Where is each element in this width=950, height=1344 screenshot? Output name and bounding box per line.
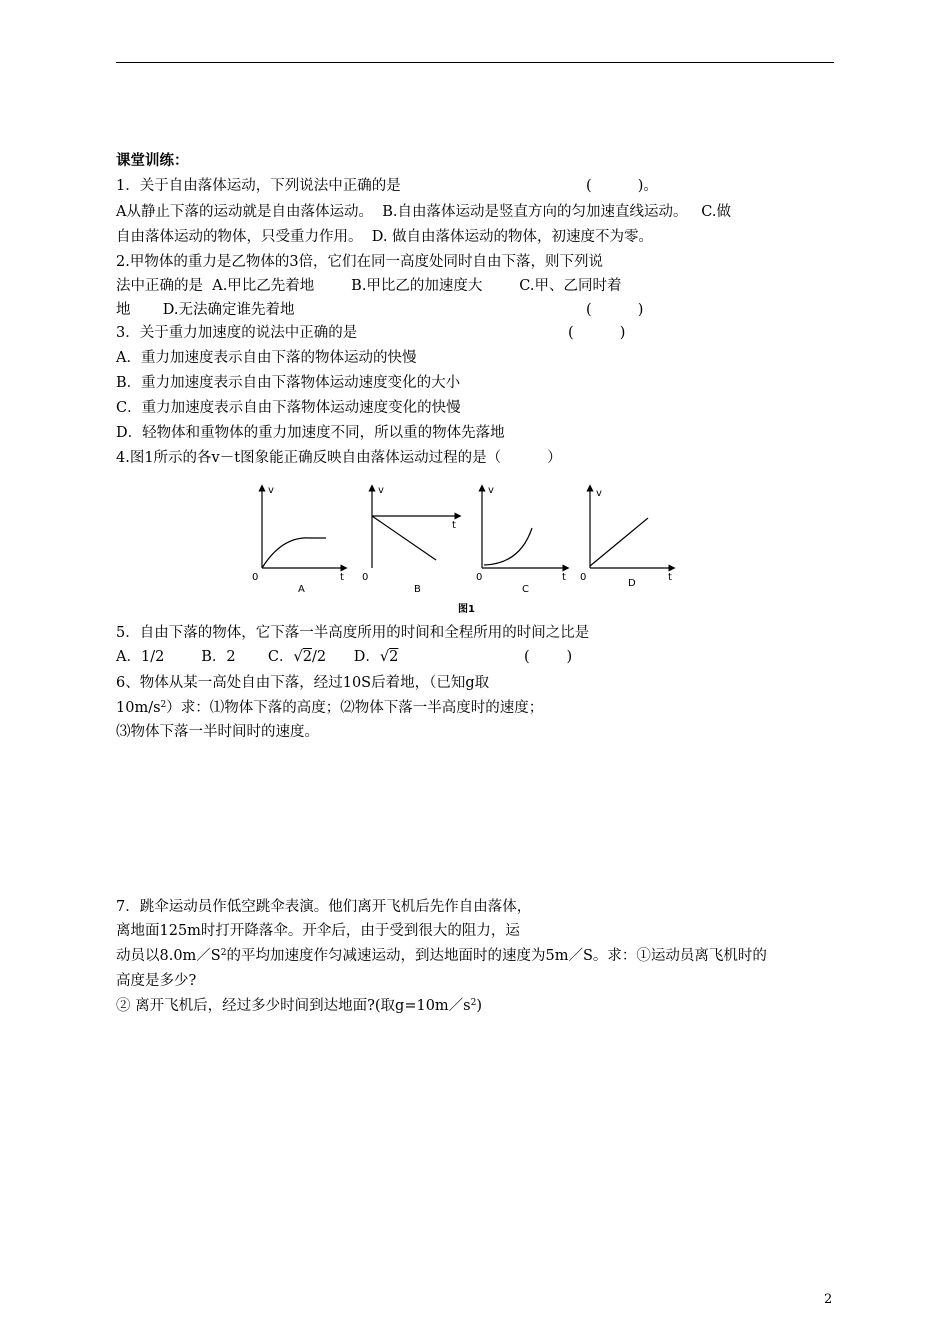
graph-c-t-label: t [562, 572, 566, 583]
vt-graph-b [372, 488, 458, 568]
q3-option-d: D．轻物体和重物体的重力加速度不同，所以重的物体先落地 [116, 425, 505, 441]
q2-line2: 法中正确的是 A.甲比乙先着地 B.甲比乙的加速度大 C.甲、乙同时着 [116, 278, 622, 294]
header-rule [116, 62, 834, 63]
q1-options-line1: A从静止下落的运动就是自由落体运动。 B.自由落体运动是竖直方向的匀加速直线运动。 C.做 [116, 204, 731, 220]
sqrt-icon: √ [293, 649, 303, 665]
q7-line4: 高度是多少? [116, 973, 197, 989]
q5-option-c-suffix: /2 [311, 649, 327, 665]
q7-line1: 7．跳伞运动员作低空跳伞表演。他们离开飞机后先作自由落体， [116, 899, 532, 915]
q2-answer-paren: ( ) [586, 302, 644, 318]
q2-line3: 地 D.无法确定谁先着地 [116, 302, 295, 318]
graph-d-t-label: t [668, 572, 672, 583]
q7-line5-sup: 2 [470, 998, 477, 1008]
q7-line3-sup: 2 [220, 948, 227, 958]
graph-b-panel-label: B [414, 584, 421, 595]
q1-answer-paren: ( )。 [586, 178, 658, 194]
q3-answer-paren: ( ) [568, 325, 626, 341]
q7-line3-post: 的平均加速度作匀减速运动，到达地面时的速度为5m／S。求：①运动员离飞机时的 [226, 948, 767, 964]
q6-line2-pre: 10m/s [116, 700, 161, 716]
q4-stem: 4.图1所示的各v－t图象能正确反映自由落体运动过程的是（ ） [116, 450, 562, 466]
vt-graph-c [482, 488, 566, 568]
section-heading: 课堂训练： [116, 152, 189, 169]
q3-stem: 3．关于重力加速度的说法中正确的是 [116, 325, 358, 341]
vt-graph-d [590, 488, 672, 568]
q3-option-b: B．重力加速度表示自由下落物体运动速度变化的大小 [116, 375, 461, 391]
graph-c-origin: 0 [476, 572, 483, 583]
q6-line2-sup: 2 [160, 700, 167, 710]
q5-option-c-radicand: 2 [302, 649, 312, 665]
q5-options [116, 648, 398, 666]
graph-d-v-label: v [596, 488, 602, 499]
figure-caption: 图1 [458, 604, 475, 615]
graph-c-panel-label: C [522, 584, 529, 595]
q7-line5-pre: ② 离开飞机后，经过多少时间到达地面?(取g=10m／s [116, 998, 471, 1014]
q1-options-line2: 自由落体运动的物体，只受重力作用。 D. 做自由落体运动的物体，初速度不为零。 [116, 229, 654, 245]
graph-a-origin: 0 [252, 572, 259, 583]
q5-option-d-prefix: D． [353, 649, 380, 665]
q7-line5 [116, 997, 482, 1015]
q5-answer-paren: ( ) [524, 649, 573, 665]
q7-line3 [116, 947, 767, 965]
q6-line2 [116, 699, 543, 717]
q5-option-d-radicand: 2 [389, 649, 399, 665]
q5-option-a: A．1/2 [116, 649, 165, 665]
graph-b-t-label: t [452, 520, 456, 531]
q5-option-b: B．2 [201, 649, 236, 665]
q3-option-a: A．重力加速度表示自由下落的物体运动的快慢 [116, 350, 417, 366]
q2-line1: 2.甲物体的重力是乙物体的3倍，它们在同一高度处同时自由下落，则下列说 [116, 254, 604, 270]
vt-graph-a [262, 488, 344, 568]
graph-d-origin: 0 [580, 572, 587, 583]
q5-option-c-prefix: C． [267, 649, 294, 665]
graph-a-t-label: t [340, 572, 344, 583]
graph-a-v-label: v [268, 485, 274, 496]
page-number: 2 [824, 1292, 833, 1307]
q3-option-c: C．重力加速度表示自由下落物体运动速度变化的快慢 [116, 400, 461, 416]
graph-b-v-label: v [378, 485, 384, 496]
graph-b-origin: 0 [362, 572, 369, 583]
q7-line5-post: ) [476, 998, 483, 1014]
q6-line2-post: ）求：⑴物体下落的高度；⑵物体下落一半高度时的速度； [166, 700, 544, 716]
graph-c-v-label: v [488, 485, 494, 496]
q5-stem: 5．自由下落的物体，它下落一半高度所用的时间和全程所用的时间之比是 [116, 625, 590, 641]
q6-line1: 6、物体从某一高处自由下落，经过10S后着地，（已知g取 [116, 675, 490, 691]
q7-line3-pre: 动员以8.0m／S [116, 948, 221, 964]
graph-a-panel-label: A [298, 584, 305, 595]
q1-stem: 1．关于自由落体运动，下列说法中正确的是 [116, 178, 401, 194]
q6-line3: ⑶物体下落一半时间时的速度。 [116, 724, 319, 740]
vt-graph-figure [244, 480, 684, 615]
sqrt-icon: √ [379, 649, 390, 665]
graph-d-panel-label: D [628, 578, 636, 589]
q7-line2: 离地面125m时打开降落伞。开伞后，由于受到很大的阻力，运 [116, 923, 520, 939]
